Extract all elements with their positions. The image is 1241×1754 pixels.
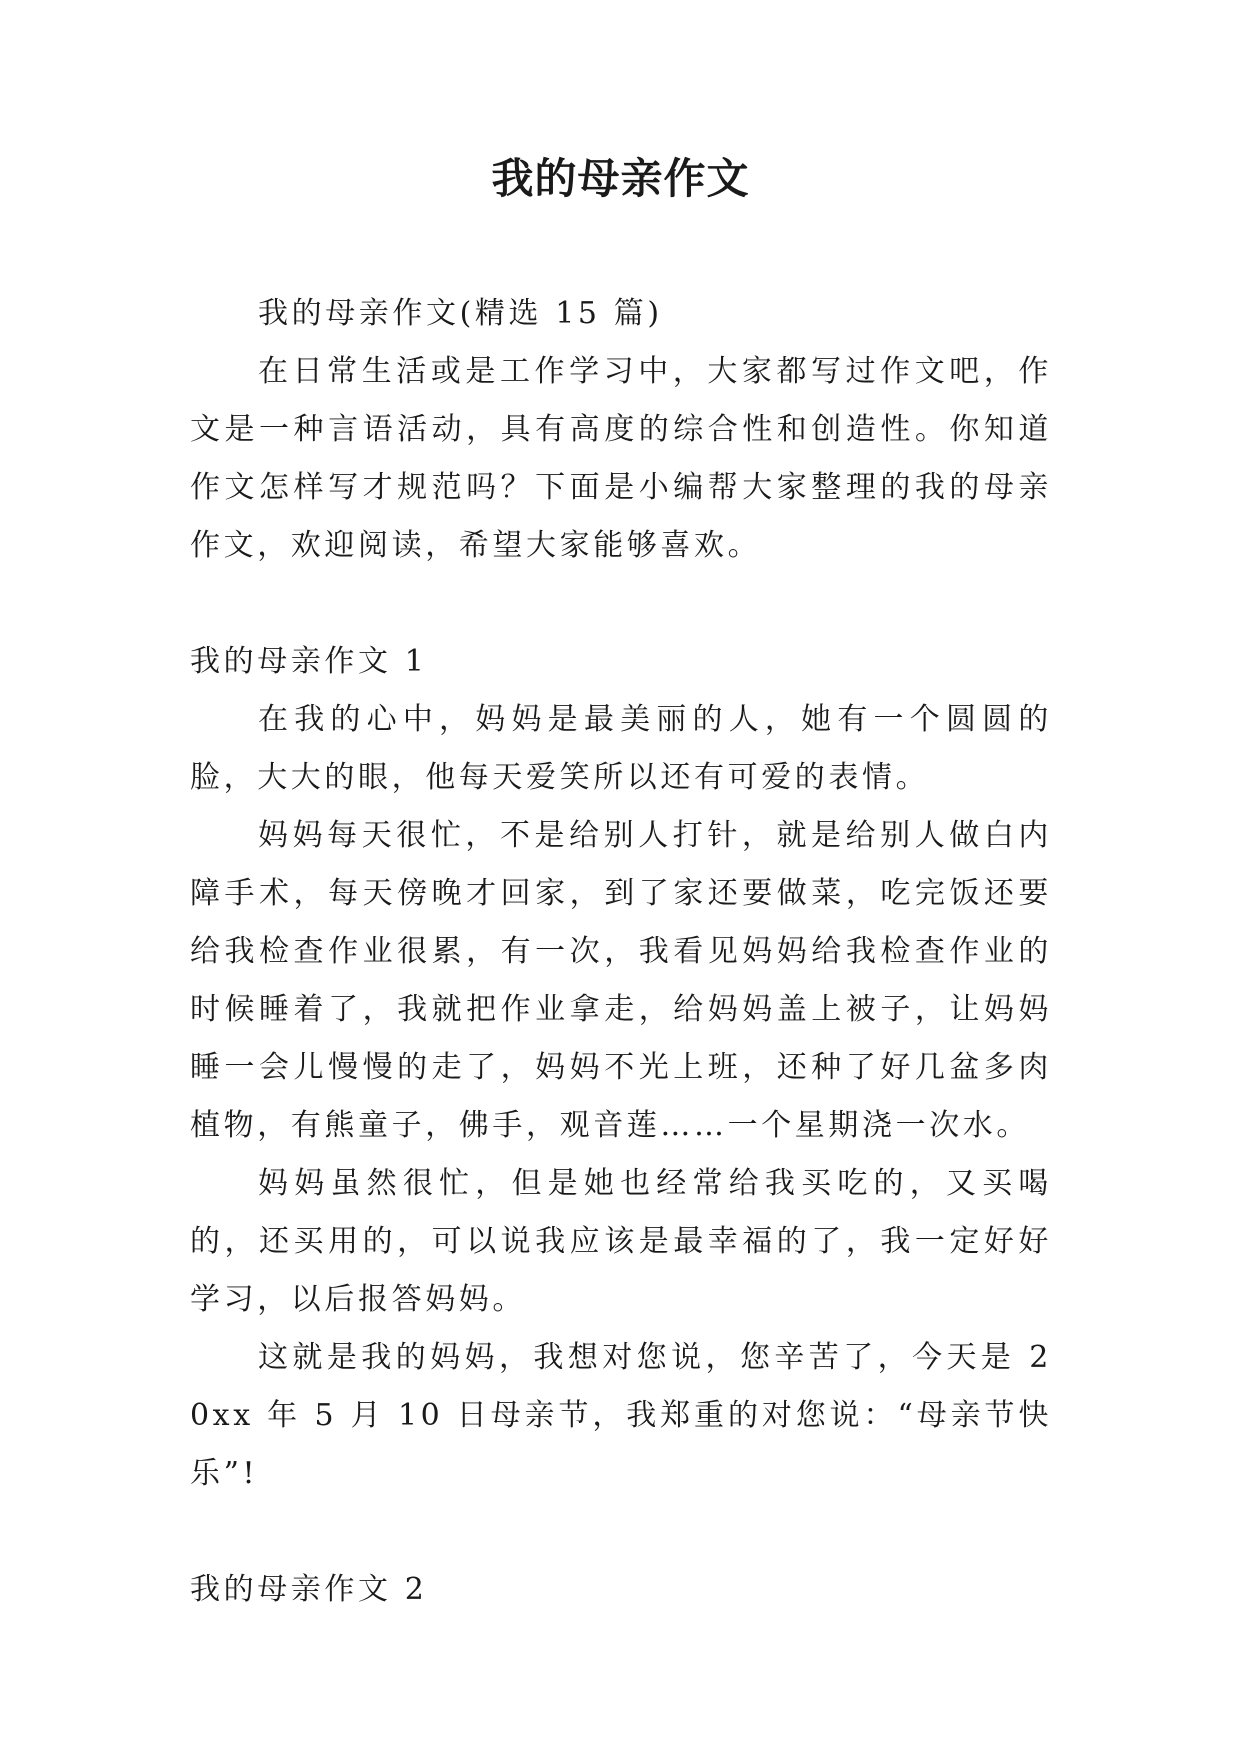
document-body — [190, 285, 1052, 1619]
section-heading-1: 我的母亲作文 1 — [190, 644, 428, 679]
intro-paragraph: 在日常生活或是工作学习中，大家都写过作文吧，作文是一种言语活动，具有高度的综合性和创造性。你知道作文怎样写才规范吗？下面是小编帮大家整理的我的母亲作文，欢迎阅读，希望大家能够喜欢。 — [190, 354, 1052, 563]
section-heading-2: 我的母亲作文 2 — [190, 1572, 428, 1607]
document-title: 我的母亲作文 — [491, 154, 750, 203]
section-spacer — [190, 1503, 1052, 1561]
section-1-paragraph-2: 妈妈每天很忙，不是给别人打针，就是给别人做白内障手术，每天傍晚才回家，到了家还要做菜，吃完饭还要给我检查作业很累，有一次，我看见妈妈给我检查作业的时候睡着了，我就把作业拿走，给妈妈盖上被子，让妈妈睡一会儿慢慢的走了，妈妈不光上班，还种了好几盆多肉植物，有熊童子，佛手，观音莲……一个星期浇一次水。 — [190, 818, 1052, 1143]
section-1-paragraph-4: 这就是我的妈妈，我想对您说，您辛苦了，今天是 20xx 年 5 月 10 日母亲节，我郑重的对您说：“母亲节快乐”! — [190, 1340, 1052, 1491]
intro-subtitle: 我的母亲作文(精选 15 篇) — [258, 296, 663, 331]
section-1-paragraph-1: 在我的心中，妈妈是最美丽的人，她有一个圆圆的脸，大大的眼，他每天爱笑所以还有可爱的表情。 — [190, 702, 1052, 795]
section-spacer — [190, 575, 1052, 633]
section-1-paragraph-3: 妈妈虽然很忙，但是她也经常给我买吃的，又买喝的，还买用的，可以说我应该是最幸福的了，我一定好好学习，以后报答妈妈。 — [190, 1166, 1052, 1317]
